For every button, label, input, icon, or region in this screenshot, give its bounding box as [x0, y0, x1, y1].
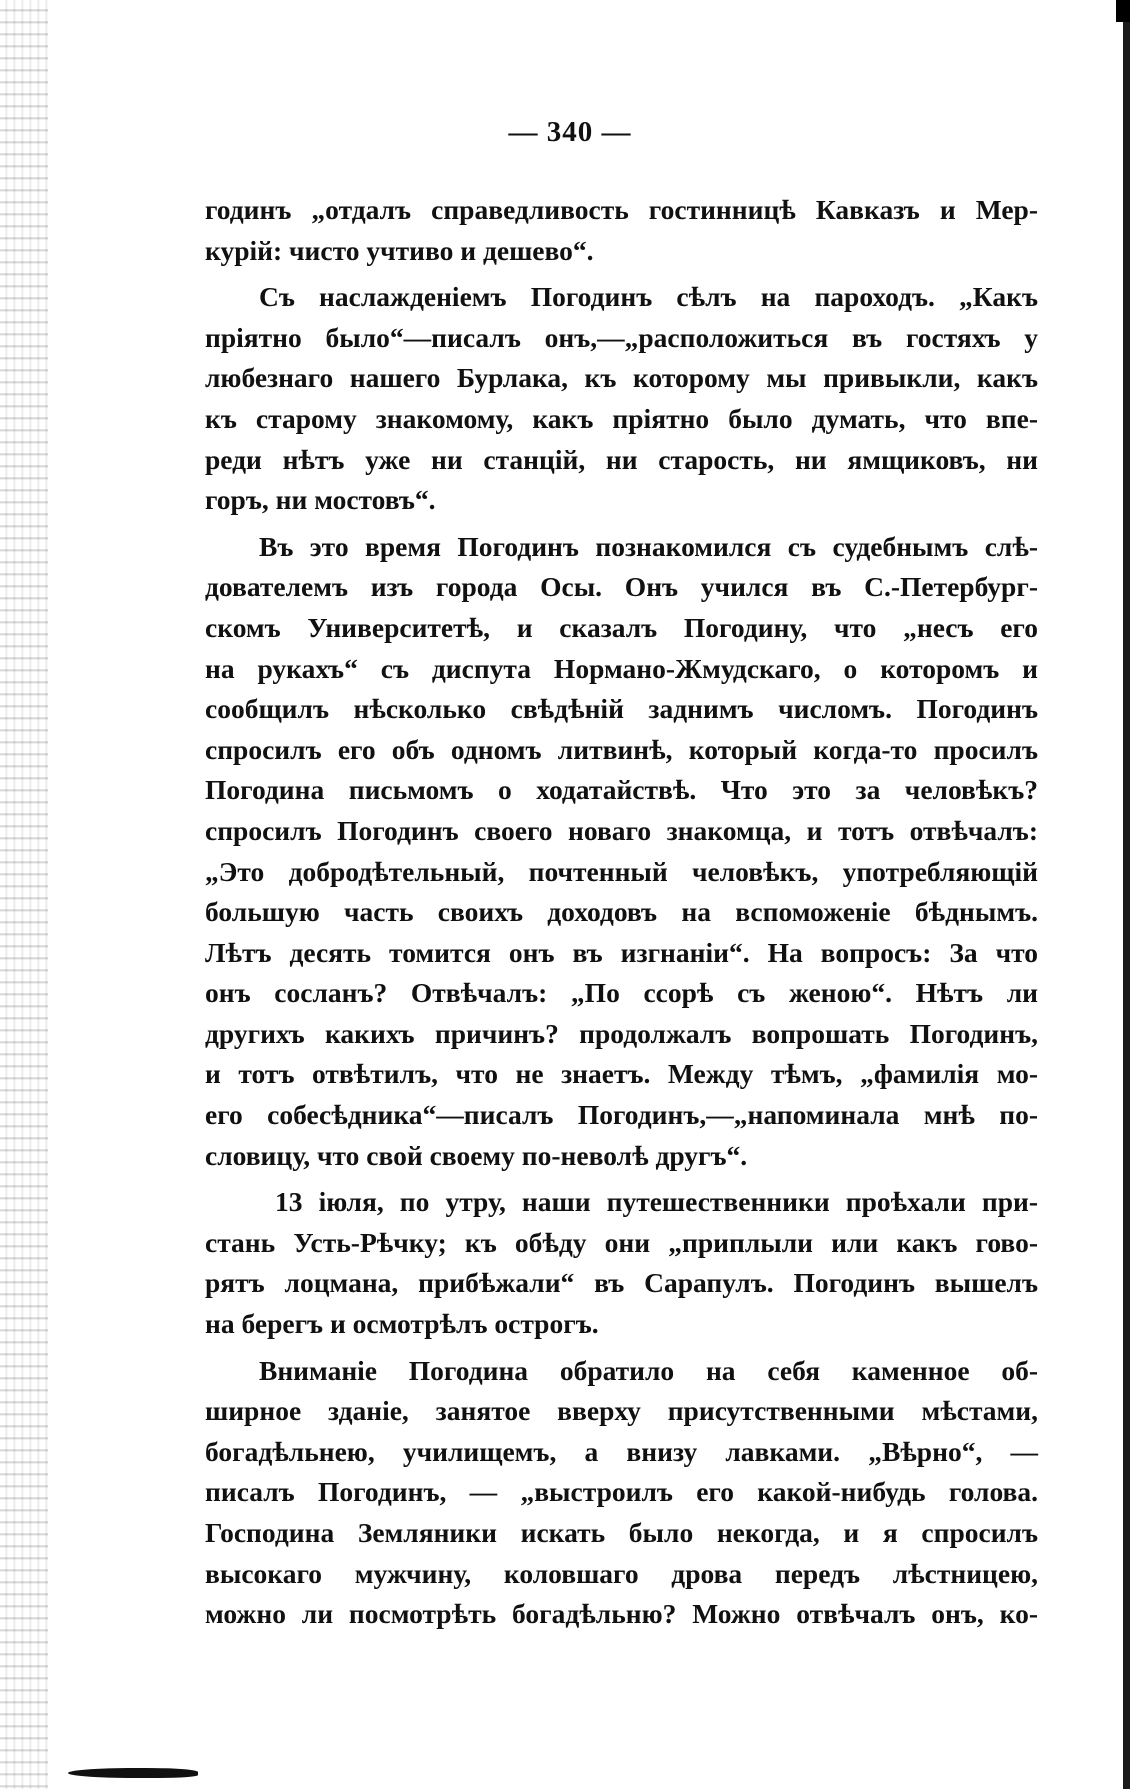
text-line: Вниманіе Погодина обратило на себя каменное об-: [259, 1354, 1038, 1386]
text-line: спросилъ Погодинъ своего новаго знакомца, и тотъ отвѣчалъ:: [205, 814, 1038, 846]
text-line: другихъ какихъ причинъ? продолжалъ вопрошать Погодинъ,: [205, 1017, 1038, 1049]
text-line: реди нѣтъ уже ни станцій, ни старость, ни ямщиковъ, ни: [205, 443, 1038, 475]
text-line: Съ наслажденіемъ Погодинъ сѣлъ на пароходъ. „Какъ: [259, 281, 1038, 313]
text-line: къ старому знакомому, какъ пріятно было думать, что впе-: [205, 402, 1038, 434]
text-line: рятъ лоцмана, прибѣжали“ въ Сарапулъ. Погодинъ вышелъ: [205, 1267, 1038, 1299]
text-line: высокаго мужчину, коловшаго дрова передъ лѣстницею,: [205, 1557, 1038, 1589]
text-line: богадѣльнею, училищемъ, а внизу лавками. „Вѣрно“, —: [205, 1435, 1038, 1467]
text-line: скомъ Университетѣ, и сказалъ Погодину, что „несъ его: [205, 611, 1038, 643]
scan-edge-noise: [0, 0, 48, 1789]
page-number: — 340 —: [508, 116, 632, 148]
text-line: „Это добродѣтельный, почтенный человѣкъ, употребляющій: [205, 855, 1038, 887]
scan-right-corner: [1116, 0, 1130, 22]
text-line: можно ли посмотрѣть богадѣльню? Можно отвѣчалъ онъ, ко-: [205, 1598, 1038, 1630]
text-line: Въ это время Погодинъ познакомился съ судебнымъ слѣ-: [259, 530, 1038, 562]
page-text: [205, 190, 1038, 1635]
text-line: сообщилъ нѣсколько свѣдѣній заднимъ числомъ. Погодинъ: [205, 693, 1038, 725]
text-line: горъ, ни мостовъ“.: [205, 484, 436, 516]
text-line: писалъ Погодинъ, — „выстроилъ его какой-нибудь голова.: [205, 1476, 1038, 1508]
text-line: пріятно было“—писалъ онъ,—„расположиться въ гостяхъ у: [205, 321, 1038, 353]
text-line: Погодина письмомъ о ходатайствѣ. Что это за человѣкъ?: [205, 774, 1038, 806]
text-line: дователемъ изъ города Осы. Онъ учился въ С.-Петербург-: [205, 571, 1038, 603]
text-line: на берегъ и осмотрѣлъ острогъ.: [205, 1308, 599, 1340]
text-line: курій: чисто учтиво и дешево“.: [205, 234, 594, 266]
text-line: большую часть своихъ доходовъ на вспоможеніе бѣднымъ.: [205, 896, 1038, 928]
text-line: на рукахъ“ съ диспута Нормано-Жмудскаго, о которомъ и: [205, 652, 1038, 684]
text-line: ширное зданіе, занятое вверху присутственными мѣстами,: [205, 1395, 1038, 1427]
text-line: онъ сосланъ? Отвѣчалъ: „По ссорѣ съ женою“. Нѣтъ ли: [205, 977, 1038, 1009]
text-line: 13 іюля, по утру, наши путешественники проѣхали при-: [275, 1186, 1038, 1218]
text-line: годинъ „отдалъ справедливость гостинницѣ Кавказъ и Мер-: [205, 194, 1038, 225]
text-line: спросилъ его объ одномъ литвинѣ, который когда-то просилъ: [205, 733, 1038, 765]
text-line: любезнаго нашего Бурлака, къ которому мы привыкли, какъ: [205, 362, 1038, 394]
text-line: Господина Земляники искать было некогда, и я спросилъ: [205, 1517, 1038, 1548]
text-line: его собесѣдника“—писалъ Погодинъ,—„напоминала мнѣ по-: [205, 1099, 1038, 1131]
text-line: стань Усть-Рѣчку; къ обѣду они „приплыли или какъ гово-: [205, 1226, 1038, 1258]
scan-ink-smudge: [68, 1768, 198, 1778]
text-line: словицу, что свой своему по-неволѣ другъ“.: [205, 1139, 748, 1171]
text-line: и тотъ отвѣтилъ, что не знаетъ. Между тѣмъ, „фамилія мо-: [205, 1058, 1038, 1090]
scan-right-border: [1123, 0, 1130, 1789]
text-line: Лѣтъ десять томится онъ въ изгнаніи“. На вопросъ: За что: [205, 936, 1038, 968]
